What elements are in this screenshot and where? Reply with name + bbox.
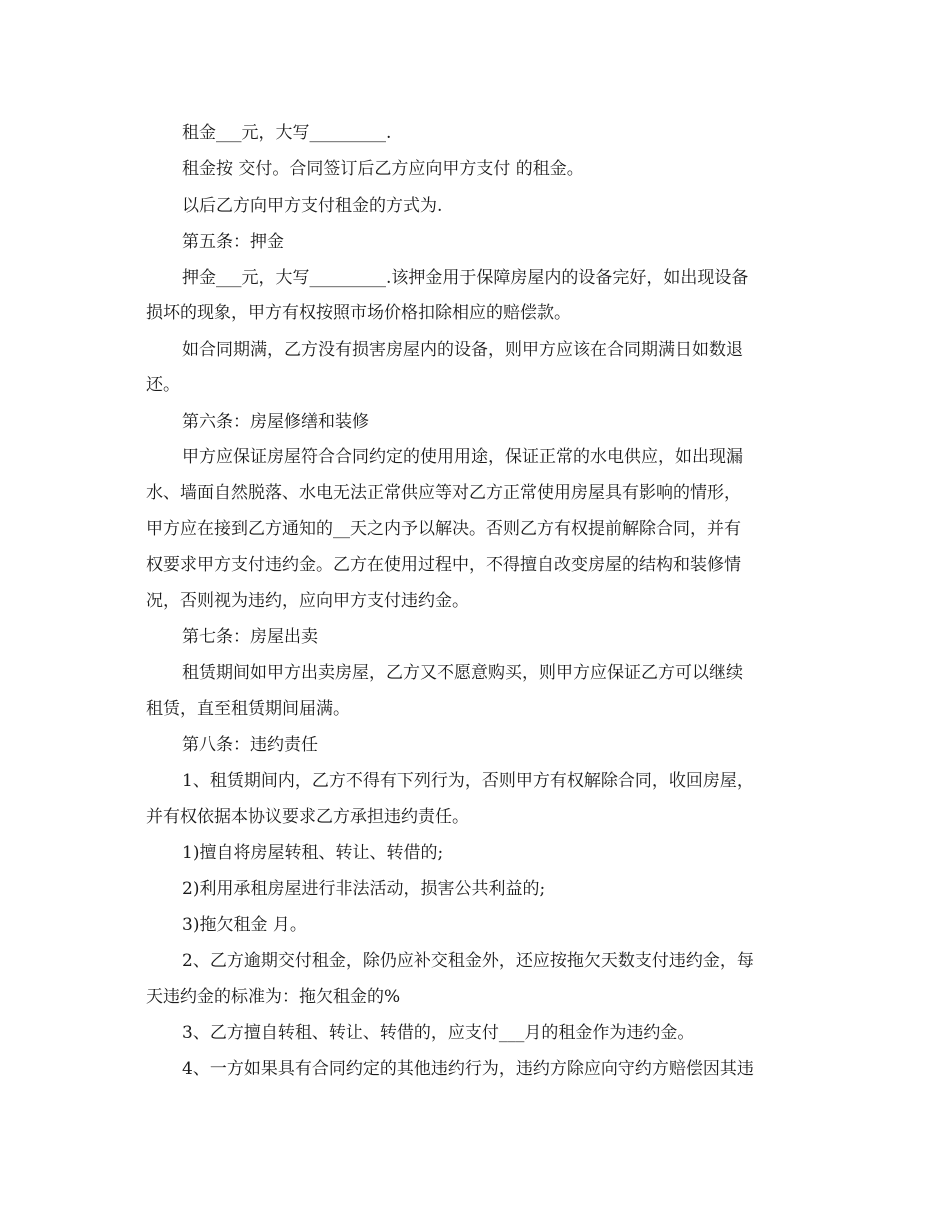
- paragraph-line: 甲方应保证房屋符合合同约定的使用用途，保证正常的水电供应，如出现漏: [182, 447, 743, 467]
- paragraph-line: 租金按 交付。合同签订后乙方应向甲方支付 的租金。: [182, 159, 584, 179]
- paragraph-line: 天违约金的标准为：拖欠租金的%: [146, 987, 401, 1007]
- paragraph-line: 水、墙面自然脱落、水电无法正常供应等对乙方正常使用房屋具有影响的情形，: [146, 483, 741, 503]
- paragraph-line: 甲方应在接到乙方通知的__天之内予以解决。否则乙方有权提前解除合同，并有: [146, 519, 741, 539]
- paragraph-line: 权要求甲方支付违约金。乙方在使用过程中，不得擅自改变房屋的结构和装修情: [146, 555, 741, 575]
- paragraph-line: 3、乙方擅自转租、转让、转借的，应支付___月的租金作为违约金。: [182, 1023, 695, 1043]
- paragraph-line: 并有权依据本协议要求乙方承担违约责任。: [146, 807, 469, 827]
- list-item: 1)擅自将房屋转租、转让、转借的;: [182, 843, 444, 863]
- section-heading: 第五条：押金: [182, 232, 284, 252]
- paragraph-line: 况，否则视为违约，应向甲方支付违约金。: [146, 591, 469, 611]
- paragraph-line: 押金___元，大写_________.该押金用于保障房屋内的设备完好，如出现设备: [182, 268, 749, 288]
- paragraph-line: 1、租赁期间内，乙方不得有下列行为，否则甲方有权解除合同，收回房屋，: [182, 771, 754, 791]
- paragraph-line: 租赁，直至租赁期间届满。: [146, 699, 350, 719]
- paragraph-line: 2、乙方逾期交付租金，除仍应补交租金外，还应按拖欠天数支付违约金，每: [182, 951, 754, 971]
- paragraph-line: 租金___元，大写_________.: [182, 123, 392, 143]
- list-item: 3)拖欠租金 月。: [182, 915, 307, 935]
- paragraph-line: 以后乙方向甲方支付租金的方式为.: [182, 196, 443, 216]
- section-heading: 第八条：违约责任: [182, 735, 318, 755]
- paragraph-line: 损坏的现象，甲方有权按照市场价格扣除相应的赔偿款。: [146, 303, 571, 323]
- section-heading: 第六条：房屋修缮和装修: [182, 412, 369, 432]
- section-heading: 第七条：房屋出卖: [182, 627, 318, 647]
- paragraph-line: 租赁期间如甲方出卖房屋，乙方又不愿意购买，则甲方应保证乙方可以继续: [182, 663, 743, 683]
- paragraph-line: 如合同期满，乙方没有损害房屋内的设备，则甲方应该在合同期满日如数退: [182, 340, 743, 360]
- paragraph-line: 还。: [146, 375, 180, 395]
- list-item: 2)利用承租房屋进行非法活动，损害公共利益的;: [182, 879, 546, 899]
- paragraph-line: 4、一方如果具有合同约定的其他违约行为，违约方除应向守约方赔偿因其违: [182, 1059, 754, 1079]
